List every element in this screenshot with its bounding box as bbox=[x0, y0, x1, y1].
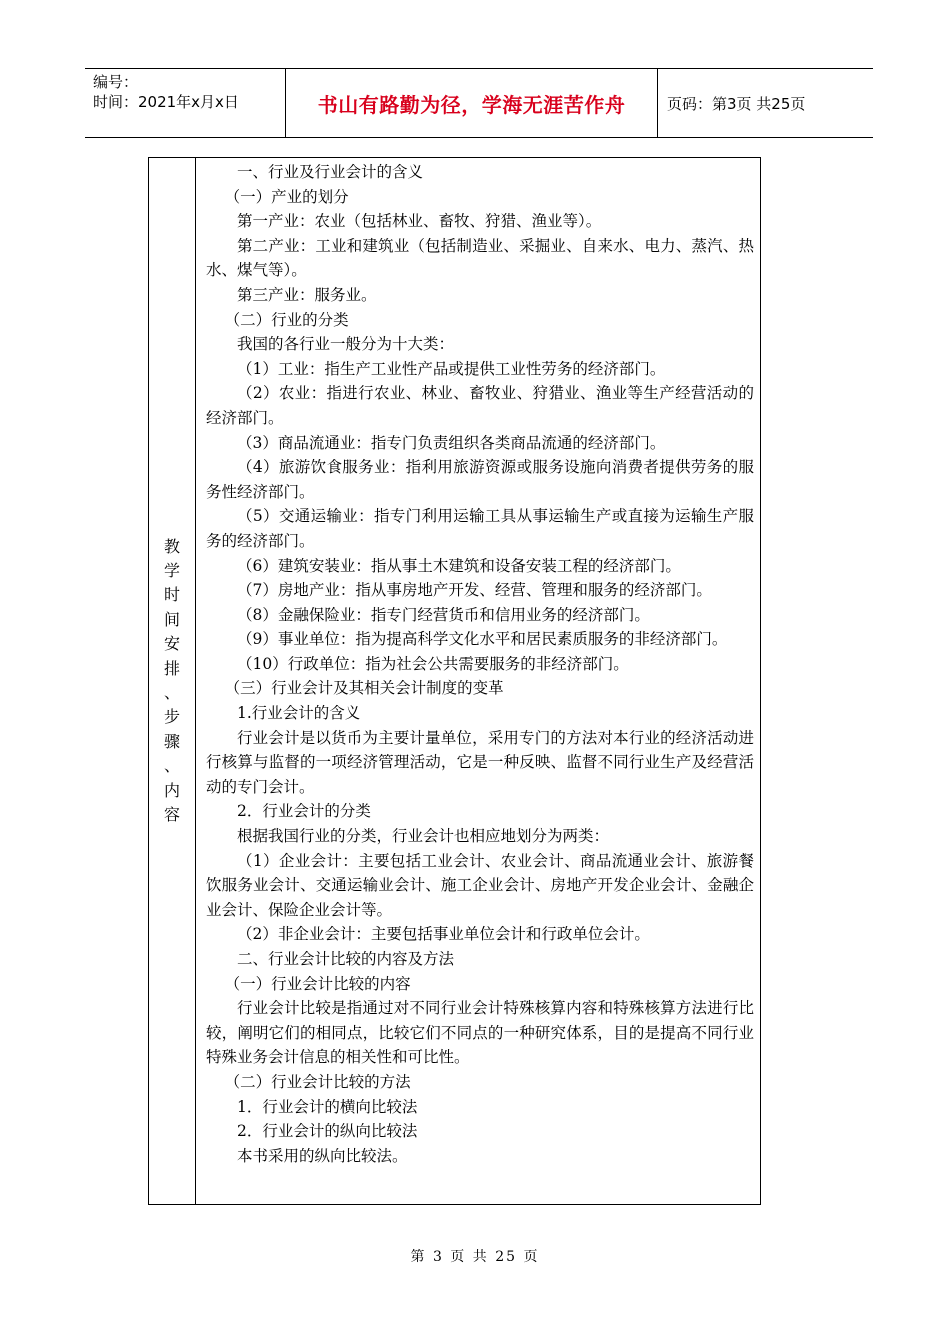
page-header bbox=[85, 68, 873, 138]
side-label-char: 间 bbox=[163, 609, 180, 629]
side-label-char: 学 bbox=[163, 560, 180, 580]
content-paragraph: 2．行业会计的分类 bbox=[237, 802, 371, 821]
time-label: 时间：2021年x月x日 bbox=[93, 93, 239, 111]
side-label-char: 安 bbox=[163, 634, 180, 654]
content-paragraph: 2．行业会计的纵向比较法 bbox=[237, 1122, 418, 1141]
side-label-char: 、 bbox=[163, 683, 180, 702]
content-paragraph: （2）农业：指进行农业、林业、畜牧业、狩猎业、渔业等生产经营活动的经济部门。 bbox=[206, 384, 754, 427]
side-label-char: 时 bbox=[163, 585, 180, 605]
side-label-char: 容 bbox=[163, 805, 180, 825]
content-paragraph: 行业会计是以货币为主要计量单位，采用专门的方法对本行业的经济活动进行核算与监督的一项经济管理活动，它是一种反映、监督不同行业生产及经营活动的专门会计。 bbox=[206, 728, 754, 796]
content-paragraph: 一、行业及行业会计的含义 bbox=[237, 163, 424, 181]
side-label bbox=[149, 158, 195, 1204]
content-paragraph: 第二产业：工业和建筑业（包括制造业、采掘业、自来水、电力、蒸汽、热水、煤气等）。 bbox=[206, 236, 754, 280]
side-label-char: 排 bbox=[163, 658, 180, 678]
side-label-char: 教 bbox=[163, 536, 180, 556]
content-paragraph: （一）产业的划分 bbox=[224, 187, 349, 206]
content-paragraph: （8）金融保险业：指专门经营货币和信用业务的经济部门。 bbox=[237, 605, 650, 624]
content-paragraph: 本书采用的纵向比较法。 bbox=[237, 1146, 408, 1165]
content-paragraph: （1）工业：指生产工业性产品或提供工业性劳务的经济部门。 bbox=[237, 359, 666, 378]
content-paragraph: （1）企业会计：主要包括工业会计、农业会计、商品流通业会计、旅游餐饮服务业会计、交通运输业会计、施工企业会计、房地产开发企业会计、金融企业会计、保险企业会计等。 bbox=[206, 851, 754, 919]
content-paragraph: （6）建筑安装业：指从事土木建筑和设备安装工程的经济部门。 bbox=[237, 556, 681, 575]
content-paragraph: 第一产业：农业（包括林业、畜牧、狩猎、渔业等）。 bbox=[237, 212, 602, 231]
number-label: 编号： bbox=[93, 73, 139, 91]
content-paragraph: （9）事业单位：指为提高科学文化水平和居民素质服务的非经济部门。 bbox=[237, 630, 728, 649]
content-paragraph: 1.行业会计的含义 bbox=[237, 704, 361, 723]
header-motto: 书山有路勤为径，学海无涯苦作舟 bbox=[317, 92, 626, 117]
lesson-table bbox=[148, 157, 761, 1205]
content-paragraph: （二）行业会计比较的方法 bbox=[224, 1072, 411, 1091]
side-label-char: 步 bbox=[163, 707, 180, 727]
header-divider bbox=[657, 69, 658, 137]
content-paragraph: （2）非企业会计：主要包括事业单位会计和行政单位会计。 bbox=[237, 925, 650, 944]
content-paragraph: 第三产业：服务业。 bbox=[237, 285, 377, 304]
side-label-char: 骤 bbox=[163, 731, 180, 751]
side-label-char: 、 bbox=[163, 756, 180, 776]
side-label-char: 内 bbox=[163, 780, 180, 800]
content-paragraph: 我国的各行业一般分为十大类： bbox=[237, 335, 455, 354]
content-paragraph: （4）旅游饮食服务业：指利用旅游资源或服务设施向消费者提供劳务的服务性经济部门。 bbox=[206, 458, 754, 501]
content-paragraph: （5）交通运输业：指专门利用运输工具从事运输生产或直接为运输生产服务的经济部门。 bbox=[206, 507, 754, 550]
header-page-info: 页码：第3页 共25页 bbox=[667, 94, 806, 113]
content-paragraph: （3）商品流通业：指专门负责组织各类商品流通的经济部门。 bbox=[237, 433, 666, 452]
content-paragraph: （一）行业会计比较的内容 bbox=[224, 974, 411, 993]
content-paragraph: （二）行业的分类 bbox=[224, 310, 349, 329]
content-paragraph: （10）行政单位：指为社会公共需要服务的非经济部门。 bbox=[237, 654, 629, 673]
lesson-content bbox=[196, 160, 754, 1168]
content-paragraph: （7）房地产业：指从事房地产开发、经营、管理和服务的经济部门。 bbox=[237, 581, 712, 600]
page-footer: 第 3 页 共 25 页 bbox=[410, 1249, 540, 1265]
content-paragraph: 二、行业会计比较的内容及方法 bbox=[237, 950, 455, 968]
content-paragraph: 1．行业会计的横向比较法 bbox=[237, 1097, 418, 1116]
content-paragraph: 根据我国行业的分类，行业会计也相应地划分为两类： bbox=[237, 827, 610, 846]
content-paragraph: 行业会计比较是指通过对不同行业会计特殊核算内容和特殊核算方法进行比较，阐明它们的相同点，比较它们不同点的一种研究体系，目的是提高不同行业特殊业务会计信息的相关性和可比性。 bbox=[206, 999, 754, 1067]
content-paragraph: （三）行业会计及其相关会计制度的变革 bbox=[224, 679, 504, 698]
header-meta bbox=[85, 69, 285, 137]
